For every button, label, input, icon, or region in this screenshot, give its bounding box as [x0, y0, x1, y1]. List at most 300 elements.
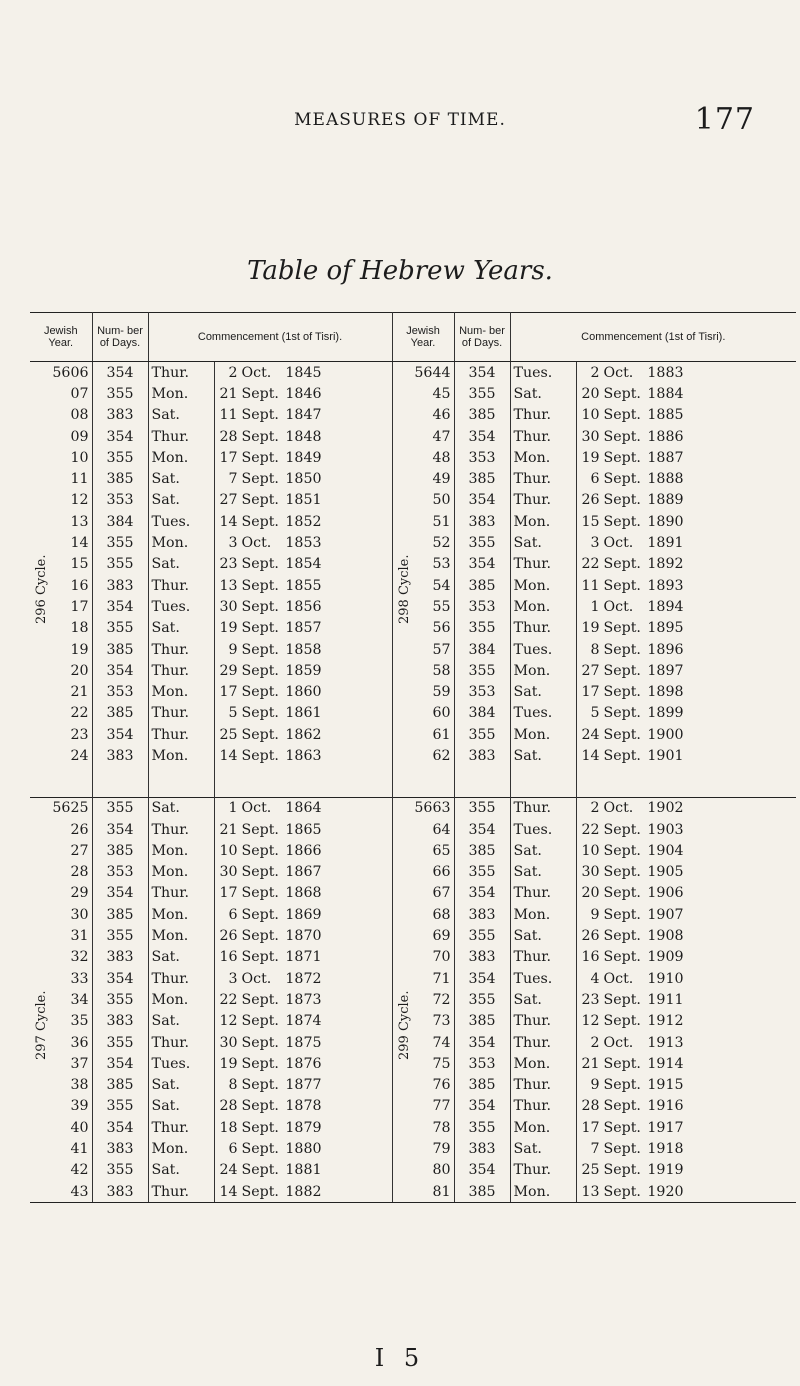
jewish-year-cell: [30, 1138, 92, 1159]
jewish-year: 62: [432, 747, 451, 764]
jewish-year: 5644: [414, 364, 451, 381]
jewish-year-cell: [30, 1117, 92, 1138]
month-day: 9: [590, 1077, 600, 1094]
page-number: 177: [694, 102, 755, 137]
month: Sept.: [603, 449, 641, 466]
gregorian-year: 1857: [285, 620, 322, 637]
gregorian-year: 1888: [647, 471, 684, 488]
table-title: Table of Hebrew Years.: [247, 256, 553, 286]
commencement-date: [576, 840, 796, 861]
weekday: Mon.: [148, 840, 214, 861]
gregorian-year: 1871: [285, 949, 322, 966]
month-day: 3: [590, 535, 600, 552]
table-row: [30, 511, 796, 532]
number-of-days: 383: [92, 405, 148, 426]
jewish-year: 47: [432, 428, 451, 445]
commencement-date: [214, 511, 392, 532]
month: Sept.: [603, 1141, 641, 1158]
month: Sept.: [603, 1055, 641, 1072]
month: Sept.: [603, 641, 641, 658]
commencement-date: [214, 1096, 392, 1117]
weekday: Sat.: [510, 681, 576, 702]
commencement-date: [576, 511, 796, 532]
month-day: 13: [219, 577, 238, 594]
commencement-date: [214, 925, 392, 946]
gregorian-year: 1867: [285, 864, 322, 881]
number-of-days: 355: [454, 383, 510, 404]
number-of-days: 355: [92, 554, 148, 575]
jewish-year: 37: [70, 1055, 89, 1072]
month: Sept.: [241, 1119, 279, 1136]
weekday: Thur.: [148, 639, 214, 660]
commencement-date: [214, 840, 392, 861]
month-day: 16: [581, 949, 600, 966]
month: Sept.: [603, 577, 641, 594]
month-day: 7: [590, 1141, 600, 1158]
jewish-year-cell: [30, 862, 92, 883]
jewish-year-cell: [392, 511, 454, 532]
gregorian-year: 1873: [285, 991, 322, 1008]
gregorian-year: 1864: [285, 800, 322, 817]
gregorian-year: 1910: [647, 970, 684, 987]
jewish-year: 09: [70, 428, 89, 445]
jewish-year: 28: [70, 864, 89, 881]
weekday: Tues.: [148, 1053, 214, 1074]
number-of-days: 355: [454, 989, 510, 1010]
commencement-date: [214, 532, 392, 553]
gregorian-year: 1860: [285, 684, 322, 701]
month: Sept.: [241, 885, 279, 902]
header-jewish-year-2: Jewish Year.: [392, 313, 454, 362]
table-row: [30, 447, 796, 468]
month: Sept.: [241, 1077, 279, 1094]
weekday: Sat.: [148, 490, 214, 511]
commencement-date: [576, 575, 796, 596]
month-day: 10: [581, 842, 600, 859]
jewish-year-cell: [30, 947, 92, 968]
number-of-days: 355: [454, 532, 510, 553]
jewish-year: 32: [70, 949, 89, 966]
month-day: 2: [590, 800, 600, 817]
jewish-year: 73: [432, 1013, 451, 1030]
month-day: 17: [581, 684, 600, 701]
jewish-year-cell: [392, 660, 454, 681]
gregorian-year: 1915: [647, 1077, 684, 1094]
commencement-date: [214, 1117, 392, 1138]
month-day: 27: [581, 662, 600, 679]
table-row: [30, 1011, 796, 1032]
running-head: [0, 102, 800, 136]
jewish-year: 55: [432, 598, 451, 615]
jewish-year-cell: [392, 447, 454, 468]
commencement-date: [214, 383, 392, 404]
month: Sept.: [241, 928, 279, 945]
gregorian-year: 1919: [647, 1162, 684, 1179]
weekday: Thur.: [510, 1160, 576, 1181]
jewish-year-cell: [392, 405, 454, 426]
weekday: Thur.: [510, 468, 576, 489]
jewish-year-cell: [392, 490, 454, 511]
commencement-date: [576, 1117, 796, 1138]
month: Sept.: [241, 513, 279, 530]
jewish-year-cell: [30, 681, 92, 702]
commencement-date: [214, 1075, 392, 1096]
number-of-days: 353: [454, 1053, 510, 1074]
month-day: 1: [590, 598, 600, 615]
number-of-days: 384: [454, 639, 510, 660]
commencement-date: [576, 968, 796, 989]
jewish-year: 54: [432, 577, 451, 594]
gregorian-year: 1891: [647, 535, 684, 552]
jewish-year: 26: [70, 821, 89, 838]
gregorian-year: 1909: [647, 949, 684, 966]
number-of-days: 385: [454, 405, 510, 426]
gregorian-year: 1854: [285, 556, 322, 573]
gregorian-year: 1885: [647, 407, 684, 424]
jewish-year: 69: [432, 928, 451, 945]
month-day: 11: [219, 407, 238, 424]
commencement-date: [576, 989, 796, 1010]
table-row: [30, 883, 796, 904]
commencement-date: [214, 405, 392, 426]
table-row: [30, 724, 796, 745]
jewish-year-cell: [392, 383, 454, 404]
month: Sept.: [241, 620, 279, 637]
jewish-year-cell: [392, 947, 454, 968]
month: Sept.: [603, 492, 641, 509]
gregorian-year: 1851: [285, 492, 322, 509]
number-of-days: 354: [92, 362, 148, 384]
month: Sept.: [603, 747, 641, 764]
jewish-year-cell: [392, 883, 454, 904]
commencement-date: [214, 618, 392, 639]
month-day: 12: [219, 1013, 238, 1030]
gregorian-year: 1845: [285, 364, 322, 381]
jewish-year-cell: [30, 1053, 92, 1074]
cycle-label: 299 Cycle.: [396, 990, 412, 1061]
jewish-year-cell: [30, 840, 92, 861]
commencement-date: [576, 1053, 796, 1074]
number-of-days: 354: [454, 362, 510, 384]
table-row: [30, 490, 796, 511]
gregorian-year: 1916: [647, 1098, 684, 1115]
month-day: 22: [219, 991, 238, 1008]
weekday: Thur.: [510, 426, 576, 447]
commencement-date: [576, 1138, 796, 1159]
jewish-year: 40: [70, 1119, 89, 1136]
commencement-date: [214, 468, 392, 489]
month: Sept.: [241, 864, 279, 881]
commencement-date: [214, 1011, 392, 1032]
table-row: [30, 989, 796, 1010]
gregorian-year: 1899: [647, 705, 684, 722]
month-day: 28: [219, 1098, 238, 1115]
table-row: [30, 968, 796, 989]
jewish-year: 34: [70, 991, 89, 1008]
jewish-year: 14: [70, 535, 89, 552]
commencement-date: [214, 819, 392, 840]
number-of-days: 383: [92, 1181, 148, 1203]
month-day: 17: [219, 885, 238, 902]
month: Sept.: [603, 428, 641, 445]
month: Sept.: [241, 747, 279, 764]
jewish-year-cell: [392, 639, 454, 660]
table-body: [30, 362, 796, 1203]
number-of-days: 355: [92, 1096, 148, 1117]
number-of-days: 355: [454, 925, 510, 946]
gregorian-year: 1879: [285, 1119, 322, 1136]
gregorian-year: 1911: [647, 991, 684, 1008]
weekday: Sat.: [510, 862, 576, 883]
jewish-year-cell: [30, 575, 92, 596]
page-footer: I 5: [374, 1344, 426, 1372]
month-day: 2: [228, 364, 238, 381]
month: Oct.: [603, 800, 634, 817]
commencement-date: [214, 1160, 392, 1181]
number-of-days: 385: [454, 1011, 510, 1032]
jewish-year-cell: [30, 639, 92, 660]
number-of-days: 355: [92, 532, 148, 553]
table-row: [30, 362, 796, 384]
number-of-days: 354: [454, 883, 510, 904]
header-number-of-days: Num- ber of Days.: [92, 313, 148, 362]
jewish-year: 41: [70, 1141, 89, 1158]
weekday: Sat.: [148, 797, 214, 819]
month: Oct.: [241, 800, 272, 817]
table-row: [30, 1032, 796, 1053]
month: Sept.: [603, 864, 641, 881]
gregorian-year: 1847: [285, 407, 322, 424]
table-row: [30, 660, 796, 681]
number-of-days: 354: [92, 883, 148, 904]
number-of-days: 385: [454, 1181, 510, 1203]
table-row: [30, 745, 796, 766]
gap-cell: [576, 767, 796, 798]
weekday: Thur.: [148, 819, 214, 840]
month-day: 8: [590, 641, 600, 658]
commencement-date: [576, 819, 796, 840]
gregorian-year: 1881: [285, 1162, 322, 1179]
commencement-date: [214, 1181, 392, 1203]
gregorian-year: 1889: [647, 492, 684, 509]
month: Sept.: [603, 906, 641, 923]
number-of-days: 383: [454, 904, 510, 925]
cycle-label: 298 Cycle.: [396, 554, 412, 625]
month-day: 17: [219, 449, 238, 466]
number-of-days: 383: [454, 745, 510, 766]
month-day: 6: [228, 906, 238, 923]
commencement-date: [576, 554, 796, 575]
month-day: 14: [219, 513, 238, 530]
number-of-days: 354: [454, 490, 510, 511]
jewish-year: 72: [432, 991, 451, 1008]
month: Sept.: [241, 1013, 279, 1030]
month: Sept.: [241, 598, 279, 615]
gregorian-year: 1893: [647, 577, 684, 594]
number-of-days: 355: [92, 1032, 148, 1053]
month-day: 26: [219, 928, 238, 945]
number-of-days: 383: [92, 1138, 148, 1159]
commencement-date: [214, 596, 392, 617]
month-day: 30: [581, 428, 600, 445]
month: Sept.: [241, 906, 279, 923]
month: Sept.: [603, 726, 641, 743]
month-day: 10: [219, 842, 238, 859]
jewish-year: 15: [70, 556, 89, 573]
weekday: Thur.: [148, 703, 214, 724]
month-day: 19: [581, 620, 600, 637]
table-row: [30, 405, 796, 426]
month: Sept.: [241, 991, 279, 1008]
commencement-date: [214, 947, 392, 968]
month-day: 10: [581, 407, 600, 424]
gregorian-year: 1907: [647, 906, 684, 923]
gregorian-year: 1852: [285, 513, 322, 530]
month-day: 22: [581, 556, 600, 573]
weekday: Mon.: [148, 745, 214, 766]
commencement-date: [214, 797, 392, 819]
number-of-days: 355: [454, 797, 510, 819]
month-day: 28: [581, 1098, 600, 1115]
month-day: 22: [581, 821, 600, 838]
table-row: [30, 1181, 796, 1203]
jewish-year: 11: [70, 471, 89, 488]
jewish-year-cell: [392, 554, 454, 575]
month-day: 15: [581, 513, 600, 530]
jewish-year-cell: [30, 405, 92, 426]
month-day: 30: [219, 598, 238, 615]
gregorian-year: 1874: [285, 1013, 322, 1030]
weekday: Mon.: [148, 447, 214, 468]
jewish-year: 67: [432, 885, 451, 902]
jewish-year: 48: [432, 449, 451, 466]
month: Oct.: [241, 970, 272, 987]
number-of-days: 385: [92, 904, 148, 925]
jewish-year: 58: [432, 662, 451, 679]
jewish-year: 80: [432, 1162, 451, 1179]
month-day: 18: [219, 1119, 238, 1136]
commencement-date: [576, 532, 796, 553]
commencement-date: [214, 703, 392, 724]
commencement-date: [576, 1011, 796, 1032]
jewish-year: 45: [432, 385, 451, 402]
month: Sept.: [241, 842, 279, 859]
gregorian-year: 1901: [647, 747, 684, 764]
jewish-year-cell: [30, 447, 92, 468]
gregorian-year: 1895: [647, 620, 684, 637]
weekday: Mon.: [510, 1117, 576, 1138]
number-of-days: 384: [454, 703, 510, 724]
gregorian-year: 1858: [285, 641, 322, 658]
month: Sept.: [603, 885, 641, 902]
weekday: Tues.: [510, 703, 576, 724]
jewish-year: 68: [432, 906, 451, 923]
month-day: 8: [228, 1077, 238, 1094]
month-day: 25: [219, 726, 238, 743]
weekday: Thur.: [510, 883, 576, 904]
jewish-year: 38: [70, 1077, 89, 1094]
jewish-year-cell: [392, 1138, 454, 1159]
gregorian-year: 1882: [285, 1183, 322, 1200]
month-day: 9: [228, 641, 238, 658]
jewish-year: 79: [432, 1141, 451, 1158]
weekday: Sat.: [510, 1138, 576, 1159]
month: Sept.: [603, 471, 641, 488]
gregorian-year: 1920: [647, 1183, 684, 1200]
weekday: Mon.: [148, 862, 214, 883]
commencement-date: [576, 468, 796, 489]
jewish-year-cell: [30, 660, 92, 681]
weekday: Mon.: [148, 383, 214, 404]
weekday: Thur.: [510, 405, 576, 426]
month: Sept.: [603, 385, 641, 402]
jewish-year-cell: [392, 426, 454, 447]
weekday: Thur.: [510, 1075, 576, 1096]
jewish-year: 77: [432, 1098, 451, 1115]
jewish-year: 56: [432, 620, 451, 637]
jewish-year-cell: [392, 362, 454, 384]
gregorian-year: 1880: [285, 1141, 322, 1158]
month: Sept.: [603, 1098, 641, 1115]
month: Oct.: [603, 970, 634, 987]
month-day: 20: [581, 885, 600, 902]
commencement-date: [576, 1075, 796, 1096]
number-of-days: 355: [92, 797, 148, 819]
weekday: Thur.: [148, 883, 214, 904]
number-of-days: 354: [92, 724, 148, 745]
gap-cell: [214, 767, 392, 798]
jewish-year: 78: [432, 1119, 451, 1136]
running-head-title: MEASURES OF TIME.: [294, 110, 506, 130]
gregorian-year: 1859: [285, 662, 322, 679]
jewish-year-cell: [30, 383, 92, 404]
month: Sept.: [241, 556, 279, 573]
month: Sept.: [603, 1077, 641, 1094]
month-day: 6: [228, 1141, 238, 1158]
number-of-days: 385: [454, 468, 510, 489]
number-of-days: 354: [454, 426, 510, 447]
gregorian-year: 1870: [285, 928, 322, 945]
month-day: 24: [219, 1162, 238, 1179]
weekday: Sat.: [148, 1096, 214, 1117]
weekday: Tues.: [510, 819, 576, 840]
jewish-year-cell: [392, 745, 454, 766]
month: Sept.: [241, 1141, 279, 1158]
jewish-year: 76: [432, 1077, 451, 1094]
commencement-date: [214, 862, 392, 883]
month-day: 21: [581, 1055, 600, 1072]
number-of-days: 385: [92, 840, 148, 861]
jewish-year: 10: [70, 449, 89, 466]
table-row: [30, 383, 796, 404]
weekday: Mon.: [510, 1053, 576, 1074]
number-of-days: 354: [454, 1160, 510, 1181]
month-day: 27: [219, 492, 238, 509]
month-day: 28: [219, 428, 238, 445]
table-row: [30, 681, 796, 702]
gregorian-year: 1886: [647, 428, 684, 445]
jewish-year: 31: [70, 928, 89, 945]
month: Sept.: [241, 1183, 279, 1200]
weekday: Thur.: [510, 1011, 576, 1032]
header-commencement: Commencement (1st of Tisri).: [148, 313, 392, 362]
commencement-date: [576, 405, 796, 426]
gregorian-year: 1883: [647, 364, 684, 381]
jewish-year: 70: [432, 949, 451, 966]
month: Sept.: [603, 684, 641, 701]
jewish-year: 18: [70, 620, 89, 637]
month: Oct.: [603, 598, 634, 615]
